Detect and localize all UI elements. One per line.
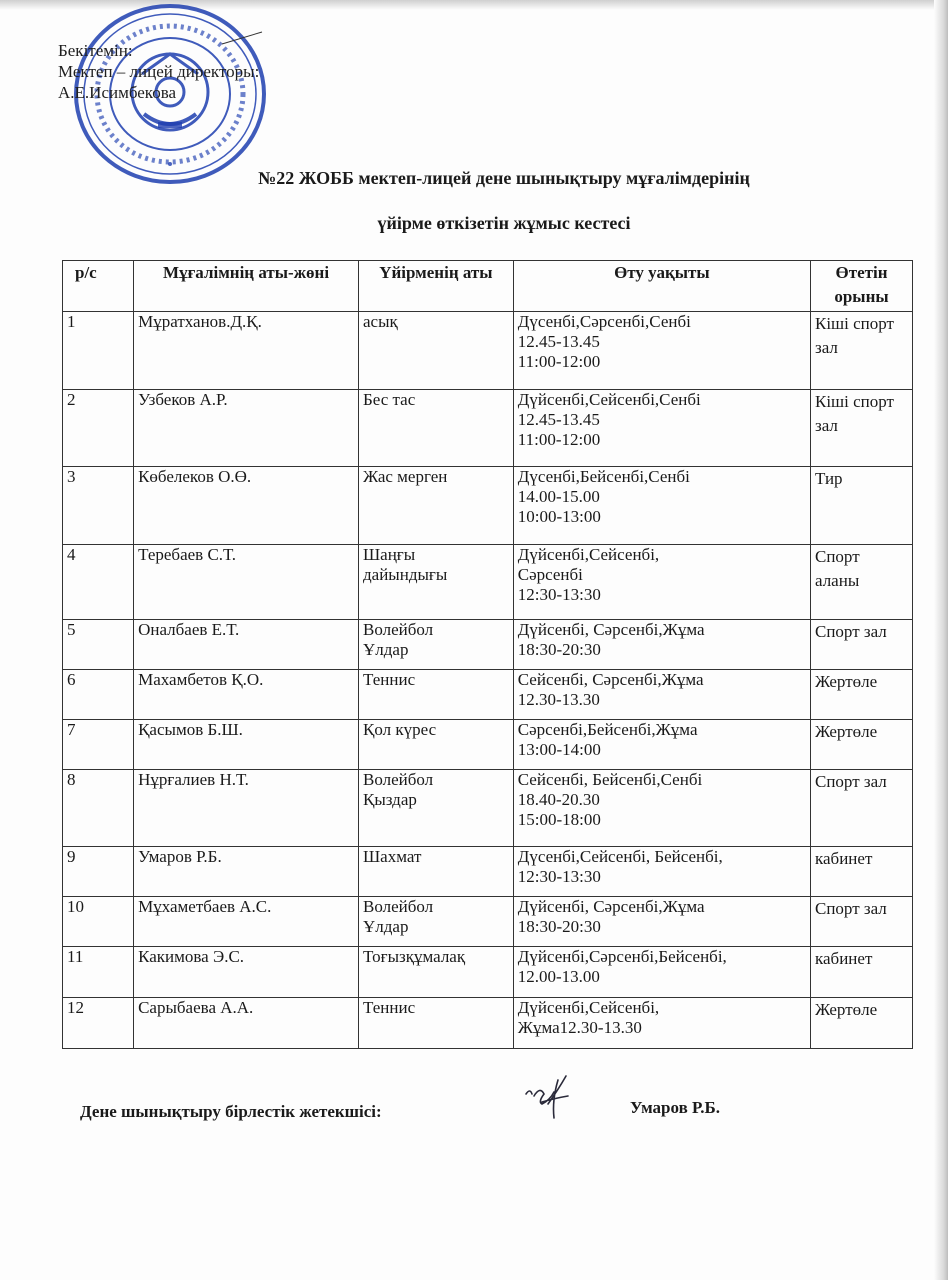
cell-club-name [359, 897, 514, 947]
teacher-name: Мұхаметбаев А.С. [138, 897, 272, 916]
club-name-line: Теннис [363, 998, 416, 1017]
club-name-line: асық [363, 312, 398, 331]
cell-schedule-time [513, 770, 810, 847]
teacher-name: Оналбаев Е.Т. [138, 620, 240, 639]
schedule-time-line: Дүйсенбі, Сәрсенбі,Жұма [517, 620, 705, 639]
table-row [63, 720, 913, 770]
cell-schedule-time [513, 312, 810, 390]
approval-line-3: А.Е.Исимбекова [58, 83, 177, 102]
cell-schedule-time [513, 847, 810, 897]
page-edge-shadow-right [934, 0, 948, 1280]
cell-club-name [359, 545, 514, 620]
club-name-line: Волейбол [363, 770, 434, 789]
header-name [134, 261, 359, 312]
row-number: 4 [67, 545, 76, 564]
schedule-time-line: 12.00-13.00 [517, 967, 600, 986]
teacher-name: Какимова Э.С. [138, 947, 245, 966]
cell-club-name [359, 467, 514, 545]
cell-teacher-name [134, 720, 359, 770]
cell-num [63, 620, 134, 670]
table-row [63, 847, 913, 897]
header-place-line: орыны [834, 287, 889, 306]
schedule-time-line: Дүйсенбі,Сейсенбі, [517, 545, 660, 564]
schedule-time-line: Дүсенбі,Сейсенбі, Бейсенбі, [517, 847, 723, 866]
location: Жертөле [815, 1000, 878, 1019]
cell-num [63, 467, 134, 545]
cell-club-name [359, 620, 514, 670]
cell-location [811, 620, 913, 670]
schedule-time-line: Жұма12.30-13.30 [517, 1018, 642, 1037]
table-header-row [63, 261, 913, 312]
teacher-name: Сарыбаева А.А. [138, 998, 254, 1017]
cell-schedule-time [513, 620, 810, 670]
location: Спорт зал [815, 622, 887, 641]
footer-signature-block [80, 1098, 900, 1138]
cell-club-name [359, 390, 514, 467]
cell-num [63, 947, 134, 998]
table-body [63, 312, 913, 1049]
cell-num [63, 390, 134, 467]
cell-schedule-time [513, 390, 810, 467]
cell-location [811, 897, 913, 947]
teacher-name: Көбелеков О.Ө. [138, 467, 252, 486]
cell-schedule-time [513, 947, 810, 998]
table-row [63, 545, 913, 620]
cell-schedule-time [513, 545, 810, 620]
teacher-name: Қасымов Б.Ш. [138, 720, 243, 739]
schedule-time-line: Дүсенбі,Сәрсенбі,Сенбі [517, 312, 691, 331]
schedule-time-line: 10:00-13:00 [517, 507, 601, 526]
cell-teacher-name [134, 390, 359, 467]
cell-schedule-time [513, 670, 810, 720]
cell-club-name [359, 770, 514, 847]
table-row [63, 620, 913, 670]
location: Спорт зал [815, 772, 887, 791]
cell-teacher-name [134, 897, 359, 947]
schedule-time-line: Дүйсенбі,Сәрсенбі,Бейсенбі, [517, 947, 727, 966]
location: кабинет [815, 849, 873, 868]
row-number: 10 [67, 897, 84, 916]
cell-num [63, 897, 134, 947]
teacher-name: Умаров Р.Б. [138, 847, 222, 866]
cell-location [811, 390, 913, 467]
header-name-line: Мұғалімнің [163, 263, 255, 282]
teacher-name: Мұратханов.Д.Қ. [138, 312, 262, 331]
table-row [63, 770, 913, 847]
row-number: 12 [67, 998, 84, 1017]
cell-teacher-name [134, 620, 359, 670]
header-place-line: Өтетін [835, 263, 888, 282]
schedule-time-line: 18.40-20.30 [517, 790, 600, 809]
cell-teacher-name [134, 770, 359, 847]
cell-schedule-time [513, 998, 810, 1049]
cell-location [811, 770, 913, 847]
cell-club-name [359, 720, 514, 770]
table-row [63, 897, 913, 947]
schedule-time-line: Сейсенбі, Бейсенбі,Сенбі [517, 770, 703, 789]
cell-location [811, 847, 913, 897]
table-row [63, 947, 913, 998]
schedule-time-line: 14.00-15.00 [517, 487, 600, 506]
cell-teacher-name [134, 467, 359, 545]
teacher-name: Теребаев С.Т. [138, 545, 236, 564]
club-name-line: Шахмат [363, 847, 422, 866]
club-name-line: Волейбол [363, 897, 434, 916]
location: кабинет [815, 949, 873, 968]
schedule-time-line: 12.45-13.45 [517, 332, 600, 351]
table-row [63, 312, 913, 390]
schedule-time-line: Сәрсенбі [517, 565, 583, 584]
cell-teacher-name [134, 545, 359, 620]
header-club-line: Үйірменің [379, 263, 459, 282]
teacher-name: Махамбетов Қ.О. [138, 670, 264, 689]
schedule-time-line: 13:00-14:00 [517, 740, 601, 759]
teacher-name: Нұрғалиев Н.Т. [138, 770, 249, 789]
row-number: 1 [67, 312, 76, 331]
club-name-line: Теннис [363, 670, 416, 689]
cell-num [63, 312, 134, 390]
cell-schedule-time [513, 467, 810, 545]
cell-location [811, 467, 913, 545]
footer-name: Умаров Р.Б. [630, 1098, 721, 1117]
club-name-line: Қол күрес [363, 720, 437, 739]
cell-num [63, 847, 134, 897]
cell-teacher-name [134, 947, 359, 998]
cell-club-name [359, 847, 514, 897]
cell-club-name [359, 670, 514, 720]
schedule-time-line: 18:30-20:30 [517, 640, 601, 659]
approval-line-1: Бекітемін: [58, 41, 133, 60]
cell-location [811, 998, 913, 1049]
schedule-time-line: 12.30-13.30 [517, 690, 600, 709]
location: Кіші спорт зал [815, 314, 894, 357]
cell-location [811, 545, 913, 620]
cell-num [63, 545, 134, 620]
schedule-time-line: 12:30-13:30 [517, 585, 601, 604]
approval-line-2: Мектеп – лицей директоры: [58, 62, 260, 81]
schedule-time-line: 11:00-12:00 [517, 430, 601, 449]
row-number: 6 [67, 670, 76, 689]
header-club-line: аты [462, 263, 493, 282]
cell-teacher-name [134, 998, 359, 1049]
schedule-time-line: Дүсенбі,Бейсенбі,Сенбі [517, 467, 690, 486]
row-number: 9 [67, 847, 76, 866]
cell-club-name [359, 998, 514, 1049]
schedule-time-line: Дүйсенбі, Сәрсенбі,Жұма [517, 897, 705, 916]
teacher-name: Узбеков А.Р. [138, 390, 228, 409]
row-number: 11 [67, 947, 84, 966]
club-name-line: Ұлдар [363, 640, 409, 659]
location: Спорт аланы [815, 547, 860, 590]
row-number: 7 [67, 720, 76, 739]
table-row [63, 467, 913, 545]
header-name-line: аты-жөні [258, 263, 330, 282]
header-num: р/с [63, 261, 134, 312]
schedule-time-line: Дүйсенбі,Сейсенбі, [517, 998, 660, 1017]
cell-schedule-time [513, 897, 810, 947]
club-name-line: Қыздар [363, 790, 417, 809]
schedule-time-line: 15:00-18:00 [517, 810, 601, 829]
club-name-line: Волейбол [363, 620, 434, 639]
cell-num [63, 670, 134, 720]
schedule-time-line: 12.45-13.45 [517, 410, 600, 429]
schedule-table [62, 260, 913, 1049]
row-number: 8 [67, 770, 76, 789]
location: Жертөле [815, 672, 878, 691]
row-number: 3 [67, 467, 76, 486]
document-title-line-1: №22 ЖОББ мектеп-лицей дене шынықтыру мұғалімдерінің [258, 168, 750, 188]
club-name-line: Ұлдар [363, 917, 409, 936]
schedule-time-line: Дүйсенбі,Сейсенбі,Сенбі [517, 390, 701, 409]
cell-schedule-time [513, 720, 810, 770]
cell-location [811, 670, 913, 720]
cell-location [811, 720, 913, 770]
club-name-line: Тоғызқұмалақ [363, 947, 466, 966]
club-name-line: дайындығы [363, 565, 448, 584]
location: Жертөле [815, 722, 878, 741]
location: Спорт зал [815, 899, 887, 918]
cell-club-name [359, 947, 514, 998]
table-row [63, 670, 913, 720]
document-title-line-2: үйірме өткізетін жұмыс кестесі [377, 213, 631, 233]
location: Кіші спорт зал [815, 392, 894, 435]
cell-teacher-name [134, 312, 359, 390]
schedule-time-line: 18:30-20:30 [517, 917, 601, 936]
schedule-time-line: 11:00-12:00 [517, 352, 601, 371]
table-row [63, 998, 913, 1049]
schedule-time-line: 12:30-13:30 [517, 867, 601, 886]
cell-teacher-name [134, 670, 359, 720]
schedule-time-line: Сәрсенбі,Бейсенбі,Жұма [517, 720, 698, 739]
club-name-line: Жас мерген [363, 467, 448, 486]
header-time: Өту уақыты [513, 261, 810, 312]
cell-club-name [359, 312, 514, 390]
row-number: 2 [67, 390, 76, 409]
header-place [811, 261, 913, 312]
header-club [359, 261, 514, 312]
schedule-time-line: Сейсенбі, Сәрсенбі,Жұма [517, 670, 704, 689]
cell-location [811, 312, 913, 390]
handwritten-signature [520, 1074, 580, 1124]
cell-num [63, 720, 134, 770]
table-row [63, 390, 913, 467]
cell-num [63, 770, 134, 847]
club-name-line: Шаңғы [363, 545, 416, 564]
club-name-line: Бес тас [363, 390, 416, 409]
cell-num [63, 998, 134, 1049]
cell-location [811, 947, 913, 998]
approval-block [58, 40, 259, 103]
footer-label: Дене шынықтыру бірлестік жетекшісі: [80, 1102, 382, 1121]
row-number: 5 [67, 620, 76, 639]
cell-teacher-name [134, 847, 359, 897]
location: Тир [815, 469, 843, 488]
